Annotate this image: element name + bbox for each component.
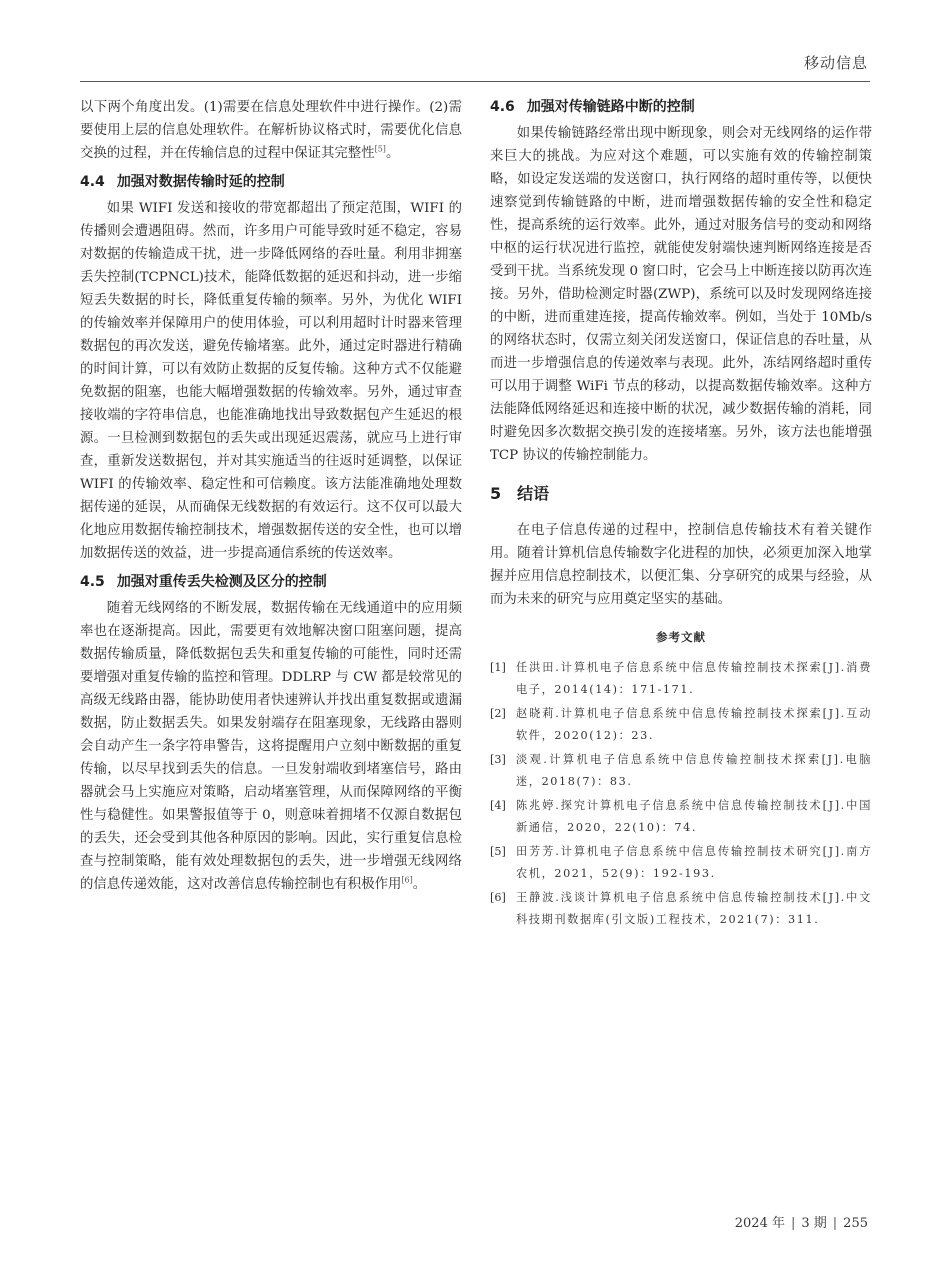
intro-citation[interactable]: [5] [374,144,386,154]
section-4-5-text: 随着无线网络的不断发展，数据传输在无线通道中的应用频率也在逐渐提高。因此，需要更有效地解决窗口阻塞问题，提高数据传输质量，降低数据包丢失和重复传输的可能性，同时还需要增强对重复传输的监控和管理。DDLRP 与 CW 都是较常见的高级无线路由器，能协助使用者快速辨认并找出重复数据或遗漏数据，防止数据丢失。如果发射端存在阻塞现象，无线路由器则会自动产生一条字符串警告，这将提醒用户立刻中断数据的重复传输，以尽早找到丢失的信息。一旦发射端收到堵塞信号，路由器就会马上实施应对策略，启动堵塞管理，从而保障网络的平衡性与稳健性。如果警报值等于 0，则意味着拥堵不仅源自数据包的丢失，还会受到其他各种原因的影响。因此，实行重复信息检查与控制策略，能有效处理数据包的丢失，进一步增强无线网络的信息传递效能，这对改善信息传输控制也有积极作用 [80,601,462,892]
reference-number: [5] [490,845,506,858]
references-title: 参考文献 [656,630,706,644]
section-5-body: 在电子信息传递的过程中，控制信息传输技术有着关键作用。随着计算机信息传输数字化进程的加快，必须更加深入地掌握并应用信息控制技术，以便汇集、分享研究的成果与经验，从而为未来的研究与应用奠定坚实的基础。 [490,523,872,607]
section-5-heading [490,481,872,507]
reference-text: 任洪田.计算机电子信息系统中信息传输控制技术探索[J].消费电子，2014(14)：171-171. [516,661,872,696]
section-5-number: 5 [490,484,502,503]
section-4-5-number: 4.5 [80,574,105,590]
reference-item [490,795,872,839]
reference-text: 王静波.浅谈计算机电子信息系统中信息传输控制技术[J].中文科技期刊数据库(引文版)工程技术，2021(7)：311. [516,891,872,926]
section-4-5-body [80,597,462,896]
reference-item [490,749,872,793]
page-number: 255 [843,1216,868,1231]
reference-number: [6] [490,891,506,904]
intro-end: 。 [385,146,400,161]
section-4-5-title: 加强对重传丢失检测及区分的控制 [116,574,327,590]
right-column [490,96,872,933]
section-4-6-number: 4.6 [490,99,515,115]
section-4-4-heading [80,171,462,193]
reference-item [490,887,872,931]
section-4-5-citation[interactable]: [6] [401,875,413,885]
intro-paragraph [80,96,462,165]
reference-text: 赵晓莉.计算机电子信息系统中信息传输控制技术探索[J].互动软件，2020(12)：23. [516,707,872,742]
section-4-6-body: 如果传输链路经常出现中断现象，则会对无线网络的运作带来巨大的挑战。为应对这个难题，可以实施有效的传输控制策略，如设定发送端的发送窗口，执行网络的超时重传等，以便快速察觉到传输链路的中断，进而增强数据传输的安全性和稳定性，提高系统的运行效率。此外，通过对服务信号的变动和网络中枢的运行状况进行监控，就能使发射端快速判断网络连接是否受到干扰。当系统发现 0 窗口时，它会马上中断连接以防再次连接。另外，借助检测定时器(ZWP)，系统可以及时发现网络连接的中断，进而重建连接，提高传输效率。例如，当处于 10Mb/s 的网络状态时，仅需立刻关闭发送窗口，保证信息的吞吐量，从而进一步增强信息的传递效率与表现。此外，冻结网络超时重传可以用于调整 WiFi 节点的移动，以提高数据传输效率。这种方法能降低网络延迟和连接中断的状况，减少数据传输的消耗，同时避免因多次数据交换引发的连接堵塞。另外，该方法也能增强 TCP 协议的传输控制能力。 [490,126,872,463]
reference-number: [1] [490,661,506,674]
reference-list [490,657,872,931]
reference-item [490,657,872,701]
reference-number: [4] [490,799,506,812]
page-footer [735,1212,868,1231]
section-4-5-end: 。 [412,877,427,892]
footer-separator: | [832,1216,838,1231]
reference-text: 淡观.计算机电子信息系统中信息传输控制技术探索[J].电脑迷，2018(7)：83. [516,753,872,788]
footer-year: 2024 年 [734,1216,785,1231]
intro-text: 以下两个角度出发。(1)需要在信息处理软件中进行操作。(2)需要使用上层的信息处理软件。在解析协议格式时，需要优化信息交换的过程，并在传输信息的过程中保证其完整性 [80,100,462,161]
reference-text: 田芳芳.计算机电子信息系统中信息传输控制技术研究[J].南方农机，2021，52(9)：192-193. [516,845,872,880]
footer-issue: 3 期 [801,1216,827,1231]
reference-text: 陈兆婷.探究计算机电子信息系统中信息传输控制技术[J].中国新通信，2020，22(10)：74. [516,799,872,834]
section-4-6-title: 加强对传输链路中断的控制 [526,99,695,115]
reference-number: [2] [490,707,506,720]
reference-item [490,703,872,747]
reference-number: [3] [490,753,506,766]
section-4-4-number: 4.4 [80,174,105,190]
section-4-5-heading [80,571,462,593]
section-4-6-heading [490,96,872,118]
section-4-4-title: 加强对数据传输时延的控制 [116,174,285,190]
section-4-4-body: 如果 WIFI 发送和接收的带宽都超出了预定范围，WIFI 的传播则会遭遇阻碍。然而，许多用户可能导致时延不稳定，容易对数据的传输造成干扰，进一步降低网络的吞吐量。利用非拥塞丢失控制(TCPNCL)技术，能降低数据的延迟和抖动，进一步缩短丢失数据的时长，降低重复传输的频率。另外，为优化 WIFI 的传输效率并保障用户的使用体验，可以利用超时计时器来管理数据包的再次发送，避免传输堵塞。此外，通过定时器进行精确的时间计算，可以有效防止数据的反复传输。这种方式不仅能避免数据的阻塞，也能大幅增强数据的传输效率。另外，通过审查接收端的字符串信息，也能准确地找出导致数据包产生延迟的根源。一旦检测到数据包的丢失或出现延迟震荡，就应马上进行审查，重新发送数据包，并对其实施适当的往返时延调整，以保证 WIFI 的传输效率、稳定性和可信赖度。该方法能准确地处理数据传递的延误，从而确保无线数据的有效运行。这不仅可以最大化地应用数据传输控制技术，增强数据传送的安全性，也可以增加数据传送的效益，进一步提高通信系统的传送效率。 [80,201,462,561]
header-rule [80,81,870,82]
reference-item [490,841,872,885]
left-column [80,96,462,896]
section-5-title: 结语 [517,484,550,503]
journal-name: 移动信息 [803,54,868,72]
footer-separator: | [790,1216,796,1231]
